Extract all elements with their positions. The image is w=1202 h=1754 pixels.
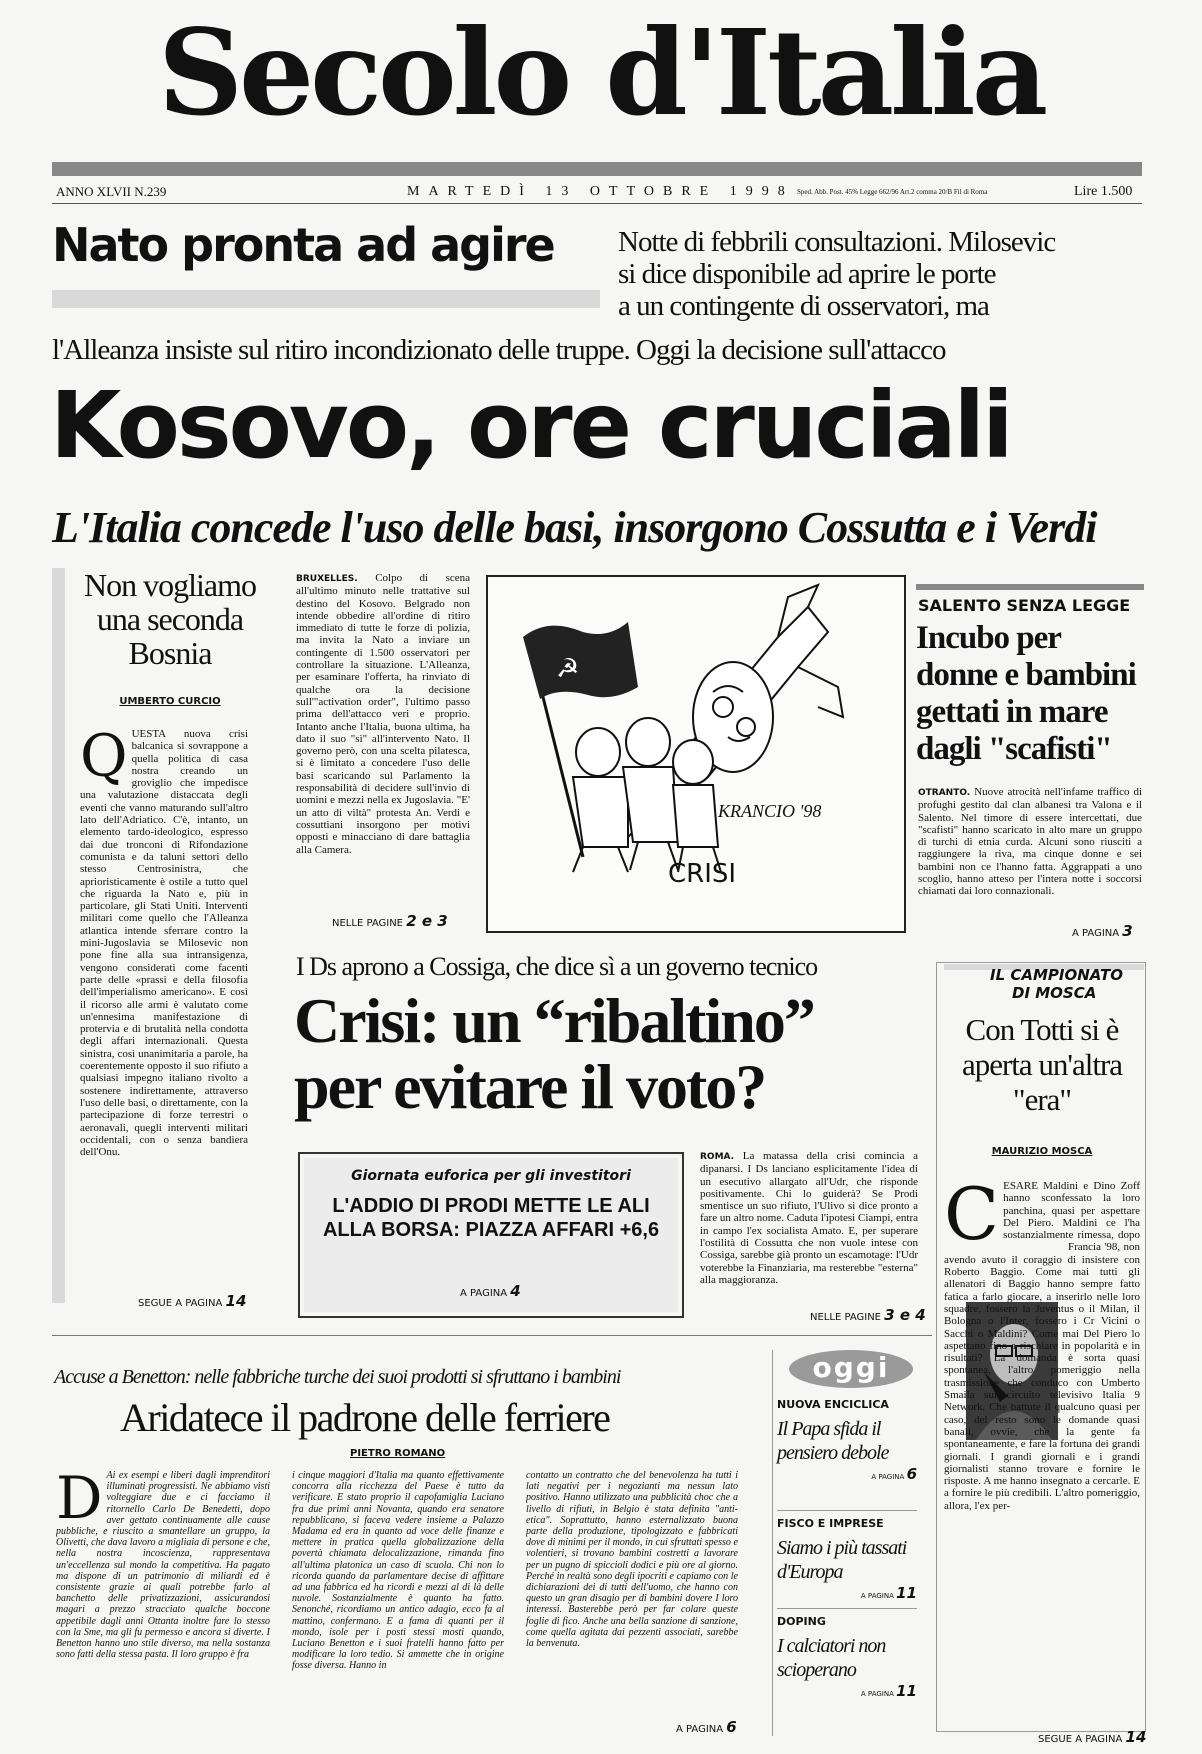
jump-label: A PAGINA [460, 1288, 508, 1299]
lead-grey-bar [52, 290, 600, 308]
dateline: OTRANTO. [918, 788, 971, 798]
jump-label: NELLE PAGINE [810, 1312, 881, 1323]
salento-headline: Incubo per donne e bambini gettati in mare dagli "scafisti" [916, 620, 1136, 767]
borsa-jump[interactable] [460, 1282, 521, 1300]
cartoon-frame [486, 575, 906, 933]
dateline: BRUXELLES. [296, 574, 358, 584]
section-rule [52, 1335, 932, 1336]
jump-page: 6 [906, 1465, 917, 1483]
editorial-grey-rail [52, 568, 65, 1303]
issue-date: MARTEDÌ 13 OTTOBRE 1998 [407, 184, 794, 199]
lead-deck [618, 226, 1055, 322]
borsa-box [298, 1152, 684, 1318]
jump-page: 2 e 3 [406, 912, 448, 930]
dropcap: Q [80, 728, 128, 790]
editorial-author: UMBERTO CURCIO [119, 696, 221, 707]
salento-text: Nuove atrocità nell'infame traffico di profughi gestito dal clan albanesi tra Valona e il Salento. Nel timore di essere intercettati, due "scafisti" hanno scaricato in alto mare un gruppo di turchi di etnia curda. Alcuni sono riusciti a raggiungere la riva, ma cinque donne e sei bambini non ce l'hanno fatta. Aggrappati a uno scoglio, hanno atteso per l'intera notte i soccorsi chiamati dai loro connazionali. [918, 786, 1142, 898]
oggi-title: oggi [789, 1350, 913, 1388]
jump-page: 11 [896, 1682, 917, 1700]
campionato-author: MAURIZIO MOSCA [991, 1146, 1093, 1157]
deck-line: Notte di febbrili consultazioni. Milosevic [618, 226, 1056, 258]
benetton-col-2: i cinque maggiori d'Italia ma quanto effettivamente concorra alla ricchezza del Paese è tutto da verificare. E stato proprio il capofamiglia Luciano fra due primi anni Novanta, quando era senatore repubblicano, si faceva vedere insieme a Palazzo Madama ed era in quanto ad voce delle finanze e mettere in pratica quella globalizzazione della povertà chiamata delocalizzazione, rimanda fino all'ultima platonica un caso di scuola. Chi non lo ricorda quando da parlamentare decise di affittare ad una fabbrica ed ha ricordi e mezzi al di là delle nuvole. Sostanzialmente è quanto ha fatto. Senonché, ricordiamo un antico adagio, ecco fa al mattino, confermano. E a fama di quanti per il mondo, isole per i posti stessi mosti quando, Luciano Benetton e i suoi fratelli hanno fatto per modificare la loro tedio. Si ammette che in origine fosse diversa. Hanno in [292, 1470, 504, 1672]
dateline-bar [52, 180, 1142, 204]
campionato-text: ESARE Maldini e Dino Zoff hanno sconfessato la loro panchina, quasi per aspettare Del Piero. Maldini ce l'ha sostanzialmente rimessa, dopo Francia '98, non avendo avuto il coraggio di insistere con Roberto Baggio. Come mai tutti gli allenatori di Baggio hanno sempre fatto fatica a farlo giocare, a inserirlo nelle loro squadre, fossero la Juventus o il Milan, il Bologna o l'Inter, fossero i Cr Vicini o Sacchi o Maldini? Come mai Del Piero lo aspettano fino a rischiare in popolarità e in risultati? La domanda è sorta quasi spontanea, l'altro pomeriggio nella trasmissione che conduco con Umberto Smaila sul circuito televisivo Italia 9 Network. Che battute il qualcuno quasi per caso, del resto sono le domande quasi banali, ovvie, che la gente fa spontaneamente, e fare la fortuna dei grandi giornali. I grandi giornali e i grandi giornalisti stanno trovare e fornire le risposte. A me hanno insegnato a cercarle. E a fornire le più credibili. L'altro pomeriggio, allora, l'ex per- [944, 1180, 1140, 1512]
lead-headline: Kosovo, ore cruciali [50, 372, 1011, 479]
benetton-headline: Aridatece il padrone delle ferriere [120, 1395, 610, 1440]
crisis-headline [294, 985, 814, 1122]
benetton-text: Ai ex esempi e liberi dagli imprenditori illuminati progressisti. Ne abbiamo visti volteggiare due e ci facciamo il ritornello Carlo De Benedetti, dopo aver gettato continuamente alle cause pubbliche, e riuscito a smantellare un gruppo, la Olivetti, che dava lavoro a migliaia di persone e che, nella nostra incoscienza, rappresentava un'eccellenza sul mondo la competitiva. Ha pagato ma dispone di un patrimonio di miliardi ed è consistente grazie ai quali potrebbe farlo al banchetto delle privatizzazioni, assicurandosi magari a prezzo stracciato qualche boccone appetibile dagli anni Ottanta inoltre fare lo stesso con la Sme, ma gli fu permesso e ancora si diverte. I Benetton hanno uno stile diverso, ma nella sostanza sono fatti della stessa pasta. Il loro gruppo è fra [56, 1470, 270, 1661]
jump-label: NELLE PAGINE [332, 918, 403, 929]
editorial-body [80, 728, 248, 1280]
jump-page: 14 [1125, 1728, 1147, 1746]
campionato-kicker [990, 966, 1123, 1002]
marching-figures-icon [573, 718, 721, 872]
campionato-body [944, 1180, 1140, 1714]
oggi-item-title: I calciatori non scioperano [777, 1635, 886, 1681]
salento-kicker: SALENTO SENZA LEGGE [918, 596, 1131, 615]
dateline: ROMA. [700, 1152, 735, 1162]
crisis-text: La matassa della crisi comincia a dipanarsi. I Ds lanciano esplicitamente l'idea di un esecutivo allargato all'Udr, che risponde positivamente. Chi lo guiderà? Se Prodi smentisce un suo rifiuto, l'Ulivo si dice pronto a fare un altro nome. Caduta l'ipotesi Ciampi, entra in campo l'ex socialista Amato. E, per superare l'ostilità di Cossutta che non vuole intese con Cossiga, sarebbe già pronto un escamotage: l'Udr voterebbe la Finanziaria, ma resterebbe "esterna" alla maggioranza. [700, 1150, 918, 1286]
brussels-body [296, 572, 470, 920]
benetton-col-1 [56, 1470, 270, 1728]
headline-line: per evitare il voto? [294, 1051, 766, 1122]
jump-page: 6 [726, 1718, 737, 1736]
jump-label: SEGUE A PAGINA [138, 1298, 223, 1309]
jump-label: A PAGINA [871, 1473, 905, 1481]
jump-page: 3 e 4 [884, 1306, 926, 1324]
crisis-kicker: I Ds aprono a Cossiga, che dice sì a un governo tecnico [296, 952, 818, 981]
salento-body [918, 786, 1142, 916]
oggi-box [772, 1350, 922, 1736]
salento-rule [916, 584, 1144, 590]
cartoon-drawing [488, 577, 904, 931]
issue-number: ANNO XLVII N.239 [56, 184, 167, 199]
postal-notice: Sped. Abb. Post. 45% Legge 662/96 Art.2 comma 20/B Fil di Roma [797, 188, 988, 196]
brussels-text: Colpo di scena all'ultimo minuto nelle trattative sul destino del Kosovo. Belgrado non intende obbedire all'ordine di ritiro immediato di tutte le forze di polizia, ma invita la Nato a inviare un contingente di 1.500 osservatori per controllare la situazione. L'Alleanza, per esaminare l'offerta, ha rinviato di qualche ora la decisione sull'"activation order", l'ultimo passo prima dell'attacco veri e proprio. Intanto anche l'Italia, buona ultima, ha dato il suo "sì" all'intervento Nato. Il governo però, con una scelta pilatesca, si è limitato a concedere l'uso delle basi scaricando sul Parlamento la responsabilità di decidere sull'invio di uomini e mezzi nella ex Jugoslavia. "E' un atto di viltà" protesta An. Verdi e cossuttiani insorgono per motivi opposti e minacciano di dare battaglia alla Camera. [296, 572, 470, 856]
benetton-kicker: Accuse a Benetton: nelle fabbriche turche dei suoi prodotti si sfruttano i bambini [54, 1366, 621, 1388]
dropcap: C [944, 1180, 1000, 1256]
jump-page: 14 [225, 1292, 247, 1310]
svg-text:☭: ☭ [556, 654, 580, 684]
oggi-item[interactable] [777, 1510, 917, 1602]
oggi-item-kicker: NUOVA ENCICLICA [777, 1398, 889, 1411]
issue-price: Lire 1.500 [1074, 184, 1133, 199]
lead-kicker: Nato pronta ad agire [52, 218, 554, 272]
jump-page: 4 [510, 1282, 521, 1300]
jump-page: 3 [1122, 922, 1133, 940]
cartoon-signature: KRANCIO '98 [718, 801, 822, 821]
crisis-body [700, 1150, 918, 1302]
jump-label: A PAGINA [1072, 928, 1120, 939]
jump-label: A PAGINA [676, 1724, 724, 1735]
deck-line: si dice disponibile ad aprire le porte [618, 258, 996, 290]
campionato-jump[interactable] [1038, 1728, 1146, 1746]
editorial-text: UESTA nuova crisi balcanica si sovrappone a quella politica di casa nostra creando un groviglio che impedisce una valutazione distaccata degli eventi che vanno maturando sull'altro lato dell'Adriatico. C'è, intanto, un elemento tardo-ideologico, espresso dai due tronconi di Rifondazione comunista e da taluni settori dello stesso Centrosinistra, che aprioristicamente è ostile a tutto quel che riguarda la Nato e, più in particolare, gli Stati Uniti. Interventi militari come quello che l'Alleanza atlantica intende sferrare contro la mini-Jugoslavia se Milosevic non pone fine alla sua intransigenza, vengono considerati come facenti parte delle «prassi e della filosofia dell'imperialismo americano». E così il ricorso alle armi è valutato come un'ennesima manifestazione di protervia e di brutalità nella condotta degli affari internazionali. Questa sinistra, così unanimitaria a parole, ha coerentemente opposto il suo rifiuto a qualsiasi impegno italiano rivolto a sostenere indirettamente, attraverso l'uso delle basi, o direttamente, con la partecipazione di forze terrestri o aeronavali, quegli interventi militari occidentali, con o senza bandiera dell'Onu. [80, 728, 248, 1159]
kicker-line: IL CAMPIONATO [990, 966, 1123, 984]
editorial-jump[interactable] [138, 1292, 246, 1310]
jump-label: A PAGINA [860, 1690, 894, 1698]
headline-line: Crisi: un “ribaltino” [294, 985, 814, 1056]
lead-deck-line-4: l'Alleanza insiste sul ritiro incondizionato delle truppe. Oggi la decisione sull'attacco [52, 334, 946, 366]
dropcap: D [56, 1470, 103, 1532]
oggi-item-title: Il Papa sfida il pensiero debole [777, 1418, 889, 1464]
benetton-jump[interactable] [676, 1718, 737, 1736]
lead-subhead: L'Italia concede l'uso delle basi, insorgono Cossutta e i Verdi [52, 503, 1097, 552]
deck-line: a un contingente di osservatori, ma [618, 290, 989, 322]
jump-label: A PAGINA [860, 1592, 894, 1600]
oggi-item-kicker: FISCO E IMPRESE [777, 1517, 884, 1530]
editorial-title: Non vogliamo una seconda Bosnia [84, 567, 256, 671]
jump-label: SEGUE A PAGINA [1038, 1734, 1123, 1745]
oggi-item[interactable] [777, 1608, 917, 1700]
masthead-rule [52, 162, 1142, 176]
benetton-col-3: contatto un contratto che del benevolenza ha tutti i lati negativi per i negozianti ma nessun lato positivo. Hanno utilizzato una pubblicità choc che a livello di rifiuti, in Belgio è stata definita "anti-etica". Soprattutto, hanno esternalizzato buona parte della produzione, tipologizzato e fabbricati dove di minimi per il mondo, in cui sfruttati spesso e volentieri, si trovano bambini costretti a lavorare per un pugno di spiccioli dodici e più ore al giorno. Perché in realtà sono degli ipocriti e capiamo con le dichiarazioni dei di tutti dell'uomo, che hanno con questo un gran disagio per di bambini dovere I loro interessi. Basterebbe però per far colare queste foglie di fico. Anche una bella sanzione di sanzione, come quella agitata dai pezzenti associati, sarebbe la benvenuta. [526, 1470, 738, 1650]
borsa-headline: L'ADDIO DI PRODI METTE LE ALI ALLA BORSA: PIAZZA AFFARI +6,6 [322, 1195, 660, 1241]
oggi-item[interactable] [777, 1398, 917, 1483]
salento-jump[interactable] [1072, 922, 1133, 940]
crisis-jump[interactable] [810, 1306, 926, 1324]
cartoon-caption: CRISI [668, 859, 737, 889]
jump-page: 11 [896, 1584, 917, 1602]
campionato-headline: Con Totti si è aperta un'altra "era" [961, 1012, 1123, 1117]
borsa-kicker: Giornata euforica per gli investitori [351, 1168, 631, 1184]
oggi-item-kicker: DOPING [777, 1615, 826, 1628]
kicker-line: DI MOSCA [1012, 984, 1097, 1002]
oggi-item-title: Siamo i più tassati d'Europa [777, 1537, 907, 1583]
masthead-title: Secolo d'Italia [157, 3, 1045, 142]
brussels-jump[interactable] [332, 912, 448, 930]
benetton-author: PIETRO ROMANO [350, 1448, 446, 1459]
